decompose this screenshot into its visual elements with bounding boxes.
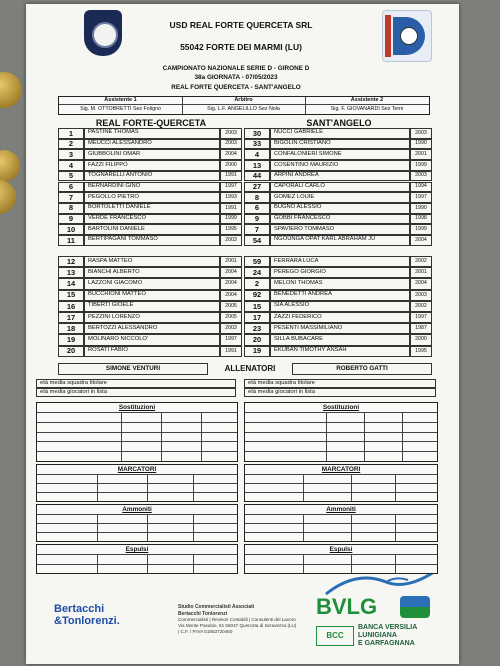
player-number: 19 [58, 334, 84, 345]
home-avg-age-list: età media giocatori in lista [36, 388, 236, 397]
player-name: ZAZZI FEDERICO [270, 312, 410, 323]
player-name: PEREGO GIORGIO [270, 267, 410, 278]
player-birth-year: 2004 [220, 149, 242, 160]
player-birth-year: 1991 [220, 203, 242, 214]
player-name: NGOUNGA OPAT KARL ABRAHAM JU [270, 235, 410, 246]
player-name: TOGNARELLI ANTONIO [84, 171, 220, 182]
player-name: GIUBBOLINI OMAR [84, 149, 220, 160]
player-birth-year: 1998 [410, 214, 432, 225]
player-number: 30 [244, 128, 270, 139]
player-number: 5 [58, 171, 84, 182]
club-address: 55042 FORTE DEI MARMI (LU) [180, 42, 302, 52]
player-name: BERTOZZI ALESSANDRO [84, 323, 220, 334]
player-number: 18 [58, 323, 84, 334]
player-birth-year: 2000 [220, 160, 242, 171]
player-birth-year: 2003 [410, 171, 432, 182]
player-name: PEGOLLO PIETRO [84, 192, 220, 203]
assistant1-name: Sig. M. OTTOBRETTI Sez Foligno [80, 106, 161, 112]
player-number: 23 [244, 323, 270, 334]
away-scorers-label: MARCATORI [321, 466, 361, 473]
player-birth-year: 2001 [410, 149, 432, 160]
home-scorers-box [36, 464, 238, 502]
player-number: 16 [58, 301, 84, 312]
player-birth-year: 2005 [220, 301, 242, 312]
player-number: 27 [244, 182, 270, 193]
player-birth-year: 1997 [410, 192, 432, 203]
player-birth-year: 2000 [410, 334, 432, 345]
player-name: PASTINE THOMAS [84, 128, 220, 139]
player-number: 33 [244, 139, 270, 150]
player-name: COSENTINO MAURIZIO [270, 160, 410, 171]
player-name: BORTOLETTI DANIELE [84, 203, 220, 214]
player-number: 59 [244, 256, 270, 267]
player-name: RASPA MATTEO [84, 256, 220, 267]
player-number: 44 [244, 171, 270, 182]
player-birth-year: 2003 [220, 323, 242, 334]
bank-name: BANCA VERSILIA LUNIGIANA E GARFAGNANA [358, 624, 418, 648]
player-birth-year: 1999 [410, 224, 432, 235]
home-sent_off-label: Espulsi [125, 546, 149, 553]
player-number: 6 [58, 182, 84, 193]
away-coach: ROBERTO GATTI [292, 363, 432, 375]
player-birth-year: 2002 [410, 301, 432, 312]
player-birth-year: 2004 [220, 278, 242, 289]
player-birth-year: 1991 [220, 171, 242, 182]
player-number: 9 [244, 214, 270, 225]
player-birth-year: 2001 [410, 267, 432, 278]
referee-label: Arbitro [234, 97, 253, 103]
player-name: SPAVIERO TOMMASO [270, 224, 410, 235]
player-name: ARPINI ANDREA [270, 171, 410, 182]
player-number: 11 [58, 235, 84, 246]
player-name: EKUBAN TIMOTHY ANSAH [270, 346, 410, 357]
player-number: 17 [58, 312, 84, 323]
player-birth-year: 1990 [410, 139, 432, 150]
away-team-name: SANT'ANGELO [306, 118, 372, 128]
player-name: TIBERTI GIOELE [84, 301, 220, 312]
away-booked-box [244, 504, 438, 542]
player-birth-year: 2004 [220, 267, 242, 278]
player-number: 2 [244, 278, 270, 289]
player-number: 92 [244, 290, 270, 301]
assistant2-name: Sig. F. GIOVANARDI Sez Terni [330, 106, 404, 112]
away-sent_off-box [244, 544, 438, 574]
player-birth-year: 2001 [220, 256, 242, 267]
player-number: 7 [58, 192, 84, 203]
player-birth-year: 1987 [410, 323, 432, 334]
player-name: BIANCHI ALBERTO [84, 267, 220, 278]
player-number: 6 [244, 203, 270, 214]
assistant2-label: Assistente 2 [350, 97, 384, 103]
away-booked-label: Ammoniti [326, 506, 356, 513]
home-booked-box [36, 504, 238, 542]
player-name: PEZZINI LORENZO [84, 312, 220, 323]
player-birth-year: 1993 [220, 192, 242, 203]
player-name: BERNARDINI GINO [84, 182, 220, 193]
player-name: BUGNO ALESSIO [270, 203, 410, 214]
player-birth-year: 2004 [220, 290, 242, 301]
player-number: 15 [244, 301, 270, 312]
competition: CAMPIONATO NAZIONALE SERIE D - GIRONE D [162, 65, 310, 72]
player-number: 19 [244, 346, 270, 357]
player-birth-year: 1990 [410, 203, 432, 214]
player-name: MOLINARO NICCOLO' [84, 334, 220, 345]
player-birth-year: 1997 [410, 312, 432, 323]
referee-name: Sig. L.F. ANGELILLO Sez Nola [207, 106, 280, 112]
player-birth-year: 2005 [220, 312, 242, 323]
player-birth-year: 1991 [220, 346, 242, 357]
away-avg-age-starters: età media squadra titolare [244, 379, 436, 388]
player-number: 24 [244, 267, 270, 278]
player-number: 8 [58, 203, 84, 214]
serie-d-logo [382, 10, 432, 62]
away-subs-label: Sostituzioni [322, 404, 360, 411]
player-number: 3 [58, 149, 84, 160]
coin [0, 180, 16, 214]
player-name: CONFALONIERI SIMONE [270, 149, 410, 160]
player-number: 13 [244, 160, 270, 171]
player-number: 10 [58, 224, 84, 235]
player-number: 20 [58, 346, 84, 357]
player-birth-year: 1997 [220, 182, 242, 193]
player-number: 12 [58, 256, 84, 267]
player-birth-year: 2002 [410, 256, 432, 267]
player-name: ROSATI FABIO [84, 346, 220, 357]
officials-box [58, 96, 430, 115]
player-birth-year: 2003 [410, 128, 432, 139]
player-number: 1 [58, 128, 84, 139]
studio-info: Studio Commercialisti Associati Bertacchi Tonlorenzi Commercialisti | Revisori Contabili | Consulenti del Lavoro Via Monte Pasubio, 51 55047 Querceta di Seravezza (LU) | C.F. / P.IVA 01853720460 [178, 604, 297, 634]
player-birth-year: 1999 [410, 160, 432, 171]
club-name: USD REAL FORTE QUERCETA SRL [169, 20, 313, 30]
player-number: 4 [244, 149, 270, 160]
player-birth-year: 1995 [410, 346, 432, 357]
home-avg-age-starters: età media squadra titolare [36, 379, 236, 388]
home-team-name: REAL FORTE-QUERCETA [95, 118, 207, 128]
player-name: CAPORALI CARLO [270, 182, 410, 193]
player-number: 7 [244, 224, 270, 235]
player-name: PESENTI MASSIMILIANO [270, 323, 410, 334]
player-number: 14 [58, 278, 84, 289]
home-scorers-label: MARCATORI [117, 466, 157, 473]
player-number: 17 [244, 312, 270, 323]
player-name: MEUCCI ALESSANDRO [84, 139, 220, 150]
player-birth-year: 1997 [220, 334, 242, 345]
assistant1-label: Assistente 1 [104, 97, 137, 103]
player-birth-year: 1995 [220, 224, 242, 235]
away-subs-box [244, 402, 438, 462]
player-name: SIA ALESSIO [270, 301, 410, 312]
player-birth-year: 2003 [220, 128, 242, 139]
player-name: SILLA BUBACARE [270, 334, 410, 345]
home-subs-label: Sostituzioni [118, 404, 156, 411]
away-scorers-box [244, 464, 438, 502]
player-number: 9 [58, 214, 84, 225]
player-birth-year: 2004 [410, 278, 432, 289]
away-sent_off-label: Espulsi [329, 546, 353, 553]
coin [0, 72, 22, 108]
coin [0, 150, 20, 182]
round-date: 38a GIORNATA - 07/05/2023 [194, 74, 278, 81]
player-name: BIGOLIN CRISTIANO [270, 139, 410, 150]
bertacchi-tonlorenzi-logo: Bertacchi &Tonlorenzi. [54, 603, 120, 627]
player-name: GOBBI FRANCESCO [270, 214, 410, 225]
away-avg-age-list: età media giocatori in lista [244, 388, 436, 397]
player-name: GOMEZ LOUIE [270, 192, 410, 203]
player-birth-year: 1994 [410, 182, 432, 193]
player-birth-year: 2003 [220, 139, 242, 150]
home-subs-box [36, 402, 238, 462]
home-booked-label: Ammoniti [122, 506, 152, 513]
bvlg-bank-logo [316, 568, 440, 660]
player-number: 8 [244, 192, 270, 203]
player-name: NUCCI GABRIELE [270, 128, 410, 139]
player-number: 15 [58, 290, 84, 301]
player-name: FERRARA LUCA [270, 256, 410, 267]
player-name: VERDE FRANCESCO [84, 214, 220, 225]
home-sent_off-box [36, 544, 238, 574]
bcc-badge: BCC [316, 626, 354, 646]
player-name: BARTOLINI DANIELE [84, 224, 220, 235]
player-name: BENEDETTI ANDREA [270, 290, 410, 301]
player-name: FAZZI FILIPPO [84, 160, 220, 171]
match-sheet [26, 4, 459, 664]
player-birth-year: 2003 [410, 290, 432, 301]
bvlg-mark [400, 596, 430, 618]
player-number: 20 [244, 334, 270, 345]
player-number: 13 [58, 267, 84, 278]
player-number: 2 [58, 139, 84, 150]
bvlg-text: BVLG [316, 594, 378, 619]
coaches-label: ALLENATORI [224, 364, 276, 373]
player-name: BUCCHIONI MATTEO [84, 290, 220, 301]
fixture: REAL FORTE QUERCETA - SANT'ANGELO [171, 84, 301, 91]
player-number: 4 [58, 160, 84, 171]
player-name: BERTIPAGANI TOMMASO [84, 235, 220, 246]
player-name: LAZZONI GIACOMO [84, 278, 220, 289]
player-name: MELONI THOMAS [270, 278, 410, 289]
home-coach: SIMONE VENTURI [58, 363, 208, 375]
player-birth-year: 1999 [220, 214, 242, 225]
player-number: 54 [244, 235, 270, 246]
player-birth-year: 2004 [410, 235, 432, 246]
player-birth-year: 2003 [220, 235, 242, 246]
